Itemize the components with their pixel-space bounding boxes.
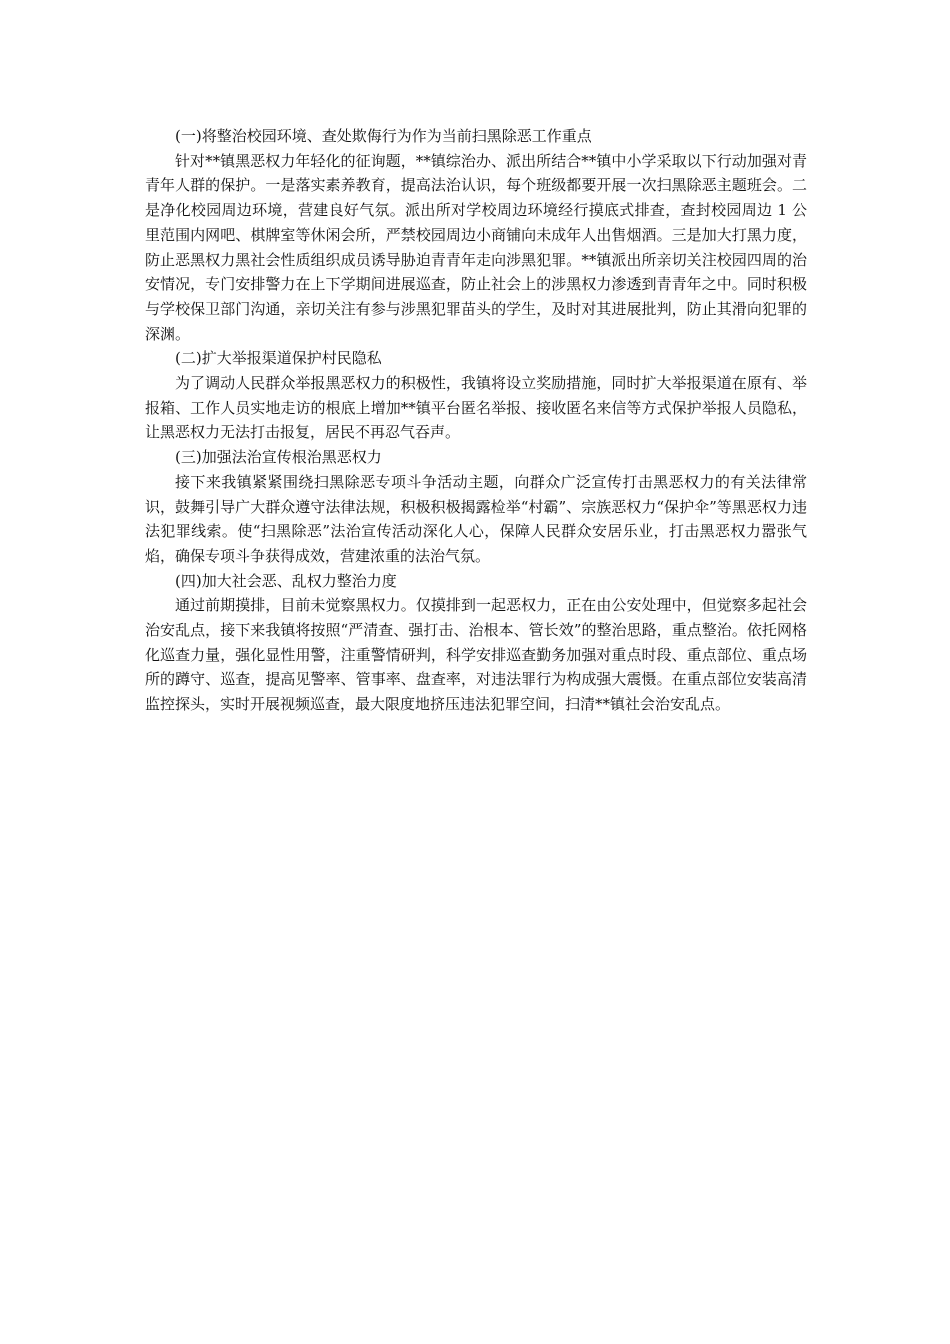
section-heading: (四)加大社会恶、乱权力整治力度 [175,571,397,590]
section-paragraph: 通过前期摸排，目前未觉察黑权力。仅摸排到一起恶权力，正在由公安处理中，但觉察多起社会治安乱点，接下来我镇将按照“严清查、强打击、治根本、管长效”的整治思路，重点整治。依托网格化巡查力量，强化显性用警，注重警情研判，科学安排巡查勤务加强对重点时段、重点部位、重点场所的蹲守、巡查，提高见警率、管事率、盘查率，对违法罪行为构成强大震慑。在重点部位安装高清监控探头，实时开展视频巡查，最大限度地挤压违法犯罪空间，扫清**镇社会治安乱点。 [145,596,807,714]
section-heading: (三)加强法治宣传根治黑恶权力 [175,448,382,467]
document-body [145,124,807,717]
section-heading: (一)将整治校园环境、查处欺侮行为作为当前扫黑除恶工作重点 [175,127,592,145]
section-paragraph: 为了调动人民群众举报黑恶权力的积极性，我镇将设立奖励措施，同时扩大举报渠道在原有、举报箱、工作人员实地走访的根底上增加**镇平台匿名举报、接收匿名来信等方式保护举报人员隐私，让黑恶权力无法打击报复，居民不再忍气吞声。 [145,374,807,442]
section-paragraph: 接下来我镇紧紧围绕扫黑除恶专项斗争活动主题，向群众广泛宣传打击黑恶权力的有关法律常识，鼓舞引导广大群众遵守法律法规，积极积极揭露检举“村霸”、宗族恶权力“保护伞”等黑恶权力违法犯罪线索。使“扫黑除恶”法治宣传活动深化人心，保障人民群众安居乐业，打击黑恶权力嚣张气焰，确保专项斗争获得成效，营建浓重的法治气氛。 [145,472,807,565]
section-paragraph: 针对**镇黑恶权力年轻化的征询题，**镇综治办、派出所结合**镇中小学采取以下行动加强对青青年人群的保护。一是落实素养教育，提高法治认识，每个班级都要开展一次扫黑除恶主题班会。二是净化校园周边环境，营建良好气氛。派出所对学校周边环境经行摸底式排查，查封校园周边 1 公里范围内网吧、棋牌室等休闲会所，严禁校园周边小商铺向未成年人出售烟酒。三是加大打黑力度，防止恶黑权力黑社会性质组织成员诱导胁迫青青年走向涉黑犯罪。**镇派出所亲切关注校园四周的治安情况，专门安排警力在上下学期间进展巡查，防止社会上的涉黑权力渗透到青青年之中。同时积极与学校保卫部门沟通，亲切关注有参与涉黑犯罪苗头的学生，及时对其进展批判，防止其滑向犯罪的深渊。 [145,151,807,343]
section-heading: (二)扩大举报渠道保护村民隐私 [175,349,382,368]
